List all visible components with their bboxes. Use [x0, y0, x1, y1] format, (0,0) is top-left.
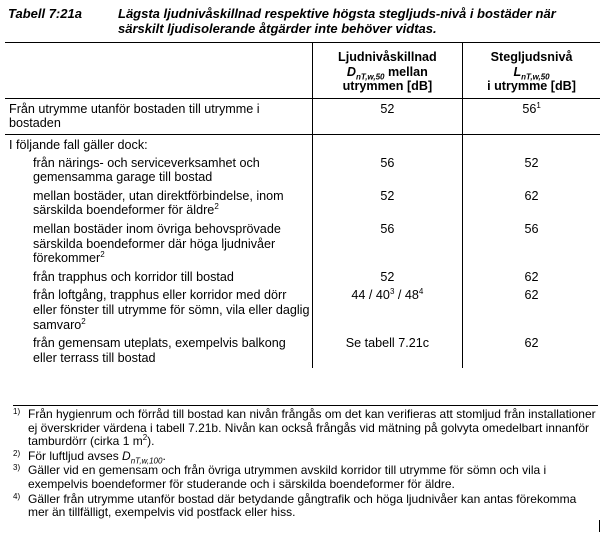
row-value-l: 62: [463, 287, 600, 335]
table-header-row: [5, 43, 600, 99]
table-row: [5, 188, 600, 221]
table-row: [5, 269, 600, 288]
table-row: [5, 221, 600, 269]
row-value-d: 52: [312, 269, 462, 288]
footnotes: [13, 405, 598, 521]
row-label: från trapphus och korridor till bostad: [33, 269, 234, 284]
row-label: Från utrymme utanför bostaden till utrymme i bostaden: [5, 98, 312, 134]
row-label: mellan bostäder inom övriga behovsprövade särskilda boendeformer där höga ljudnivåer förekommer$^2$: [33, 221, 281, 266]
header-empty-cell: [5, 43, 312, 99]
row-value-l: 62: [463, 188, 600, 221]
table-number: Tabell 7:21a: [8, 6, 82, 21]
table-row: [5, 287, 600, 335]
header-ljudnivaskillnad: Ljudnivåskillnad $D_{nT,w,50}$ mellan utrymmen [dB]: [312, 43, 462, 99]
row-value-d: Se tabell 7.21c: [312, 335, 462, 368]
table-row: [5, 335, 600, 368]
table-row: [5, 98, 600, 134]
footnote-2: 2) För luftljud avses $D_{nT,w,100}$.: [13, 448, 166, 466]
row-label: från gemensam uteplats, exempelvis balkong eller terrass till bostad: [33, 336, 286, 365]
sound-insulation-table: [5, 42, 600, 368]
row-value-d: $44 / 40^3 / 48^4$: [312, 287, 462, 335]
row-value-l: 56: [463, 221, 600, 269]
row-value-d: 52: [312, 188, 462, 221]
footnote-1: 1) Från hygienrum och förråd till bostad kan nivån frångås om det kan verifieras att stomljud från installationer ej överskrider värdena i tabell 7.21b. Nivån kan också frångås vid mätning på golvyta omedelbart innanför tamburdörr (cirka 1 $m^2$).: [13, 407, 596, 449]
table-row: [5, 134, 600, 154]
section-label: I följande fall gäller dock:: [9, 137, 148, 152]
row-label: från loftgång, trapphus eller korridor med dörr eller fönster till utrymme för sömn, vila eller daglig samvaro$^2$: [33, 288, 310, 332]
row-value-d: 56: [312, 155, 462, 188]
table-title: Lägsta ljudnivåskillnad respektive högsta stegljuds-nivå i bostäder när särskilt ljudisolerande åtgärder inte behöver vidtas.: [118, 6, 556, 36]
text-cursor: [599, 520, 600, 532]
table-row: [5, 155, 600, 188]
row-label: från närings- och serviceverksamhet och gemensamma garage till bostad: [33, 155, 260, 185]
row-value-l: $56^1$: [463, 98, 600, 134]
row-value-l: 62: [463, 335, 600, 368]
row-label: mellan bostäder, utan direktförbindelse, inom särskilda boendeformer för äldre$^2$: [33, 188, 284, 218]
row-value-l: 62: [463, 269, 600, 288]
header-stegljudsniva: Stegljudsnivå $L_{nT,w,50}$ i utrymme [dB]: [463, 43, 600, 99]
row-value-l: 52: [463, 155, 600, 188]
row-value-d: 52: [312, 98, 462, 134]
footnote-4: 4) Gäller från utrymme utanför bostad där betydande gångtrafik och höga ljudnivåer kan antas förekomma mer än tillfälligt, exempelvis vid postfack eller hiss.: [13, 491, 577, 520]
row-value-d: 56: [312, 221, 462, 269]
footnote-3: 3) Gäller vid en gemensam och från övriga utrymmen avskild korridor till utrymme för sömn och vila i exempelvis boendeformer för studerande och i särskilda boendeformer för äldre.: [13, 463, 547, 491]
